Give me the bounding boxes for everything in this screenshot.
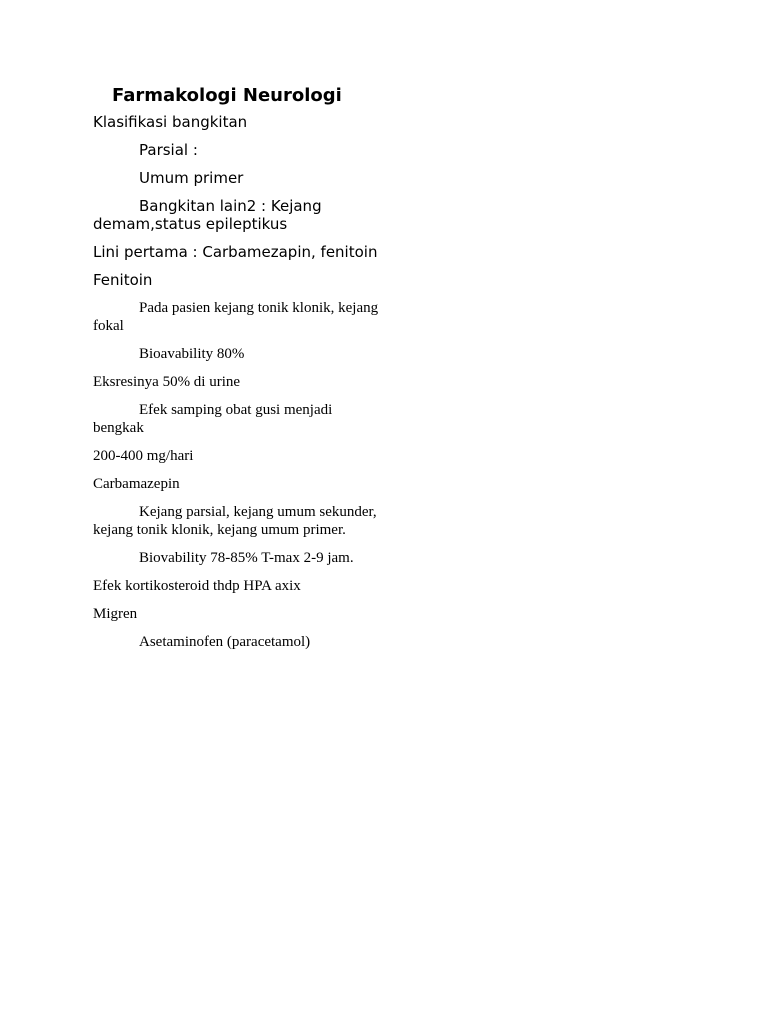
- paragraph-bangkitan-lain: Bangkitan lain2 : Kejang demam,status epileptikus: [93, 197, 322, 233]
- paragraph-dosis: 200-400 mg/hari: [93, 448, 194, 464]
- paragraph-biovability: Biovability 78-85% T-max 2-9 jam.: [139, 550, 354, 566]
- paragraph-efek-kortikosteroid: Efek kortikosteroid thdp HPA axix: [93, 578, 301, 594]
- paragraph-pasien-kejang: Pada pasien kejang tonik klonik, kejang fokal: [93, 300, 379, 334]
- paragraph-migren-heading: Migren: [93, 606, 138, 622]
- paragraph-efek-samping: Efek samping obat gusi menjadi bengkak: [93, 402, 333, 436]
- paragraph-asetaminofen: Asetaminofen (paracetamol): [139, 634, 311, 650]
- paragraph-carbamazepin-heading: Carbamazepin: [93, 476, 180, 492]
- document-title: Farmakologi Neurologi: [112, 85, 342, 106]
- paragraph-klasifikasi: Klasifikasi bangkitan: [93, 113, 248, 131]
- paragraph-lini-pertama: Lini pertama : Carbamezapin, fenitoin: [93, 243, 378, 261]
- paragraph-bioavability: Bioavability 80%: [139, 346, 245, 362]
- paragraph-parsial: Parsial :: [139, 141, 198, 159]
- document-body: [93, 85, 383, 661]
- paragraph-eksresi: Eksresinya 50% di urine: [93, 374, 241, 390]
- paragraph-kejang-parsial: Kejang parsial, kejang umum sekunder, kejang tonik klonik, kejang umum primer.: [93, 504, 377, 538]
- paragraph-umum-primer: Umum primer: [139, 169, 244, 187]
- paragraph-fenitoin-heading: Fenitoin: [93, 271, 153, 289]
